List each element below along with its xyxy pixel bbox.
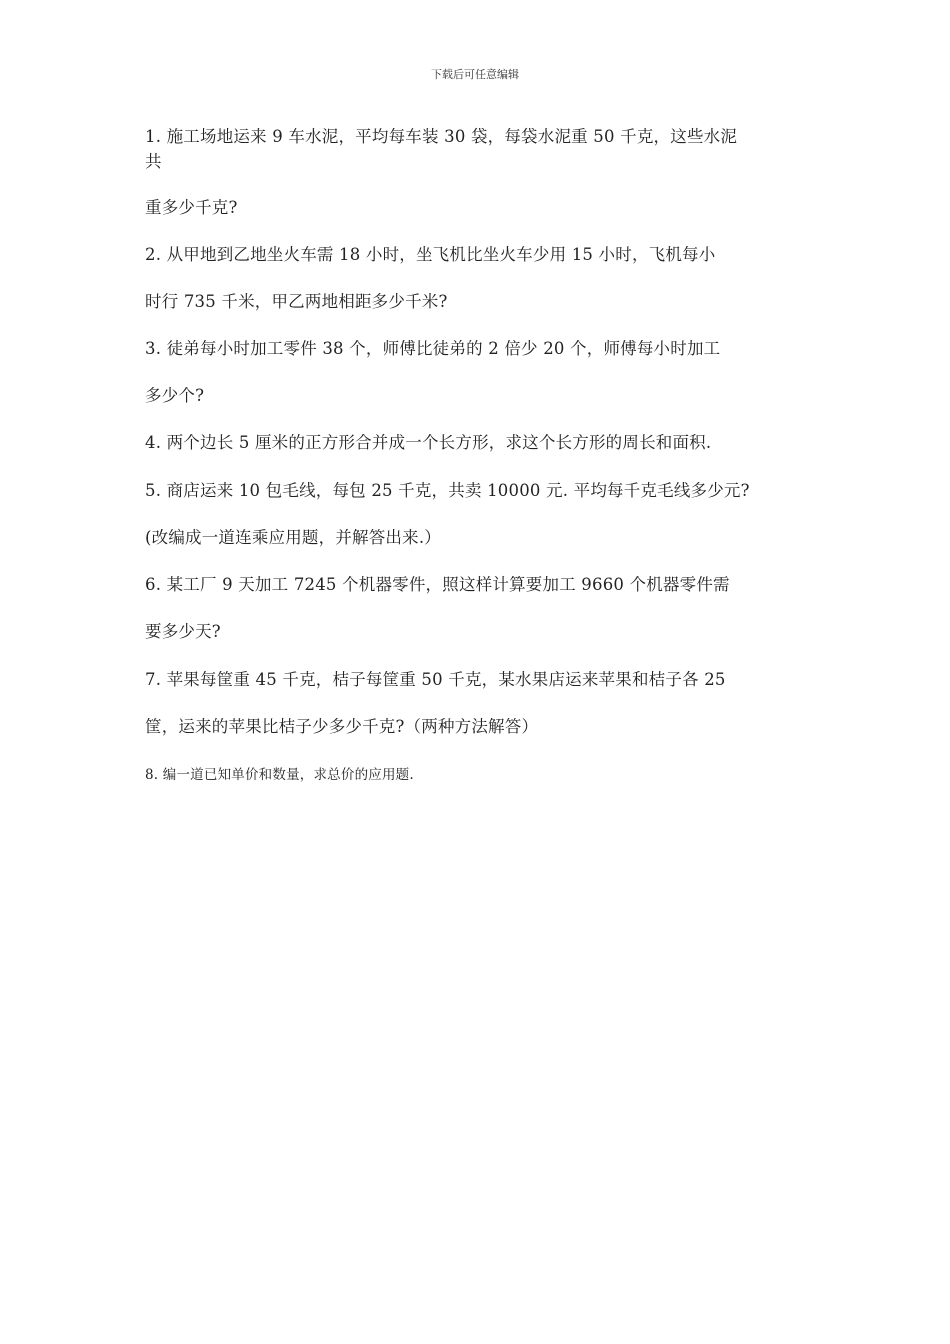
problem-6-line-2: 要多少天? bbox=[145, 622, 221, 641]
problem-3-line-2: 多少个? bbox=[145, 386, 205, 405]
problem-2-line-1: 2. 从甲地到乙地坐火车需 18 小时，坐飞机比坐火车少用 15 小时，飞机每小 bbox=[145, 245, 716, 264]
problem-7-line-1: 7. 苹果每筐重 45 千克，桔子每筐重 50 千克，某水果店运来苹果和桔子各 25 bbox=[145, 670, 726, 689]
problem-7-line-2: 筐，运来的苹果比桔子少多少千克?（两种方法解答） bbox=[145, 717, 539, 736]
problem-3-line-1: 3. 徒弟每小时加工零件 38 个，师傅比徒弟的 2 倍少 20 个，师傅每小时加工 bbox=[145, 339, 721, 358]
problem-6-line-1: 6. 某工厂 9 天加工 7245 个机器零件，照这样计算要加工 9660 个机器零件需 bbox=[145, 575, 730, 594]
problem-1-line-1: 1. 施工场地运来 9 车水泥，平均每车装 30 袋，每袋水泥重 50 千克，这些水泥 bbox=[145, 127, 738, 146]
problem-5-line-1: 5. 商店运来 10 包毛线，每包 25 千克，共卖 10000 元. 平均每千克毛线多少元? bbox=[145, 481, 750, 500]
problem-4-line-1: 4. 两个边长 5 厘米的正方形合并成一个长方形，求这个长方形的周长和面积. bbox=[145, 433, 712, 452]
page-header: 下载后可任意编辑 bbox=[431, 68, 519, 81]
problem-8-line-1: 8. 编一道已知单价和数量，求总价的应用题. bbox=[145, 767, 414, 783]
problem-1-line-2: 共 bbox=[145, 152, 162, 171]
problem-1-line-3: 重多少千克? bbox=[145, 198, 238, 217]
problem-5-line-2: (改编成一道连乘应用题，并解答出来.） bbox=[145, 528, 441, 547]
problem-2-line-2: 时行 735 千米，甲乙两地相距多少千米? bbox=[145, 292, 448, 311]
